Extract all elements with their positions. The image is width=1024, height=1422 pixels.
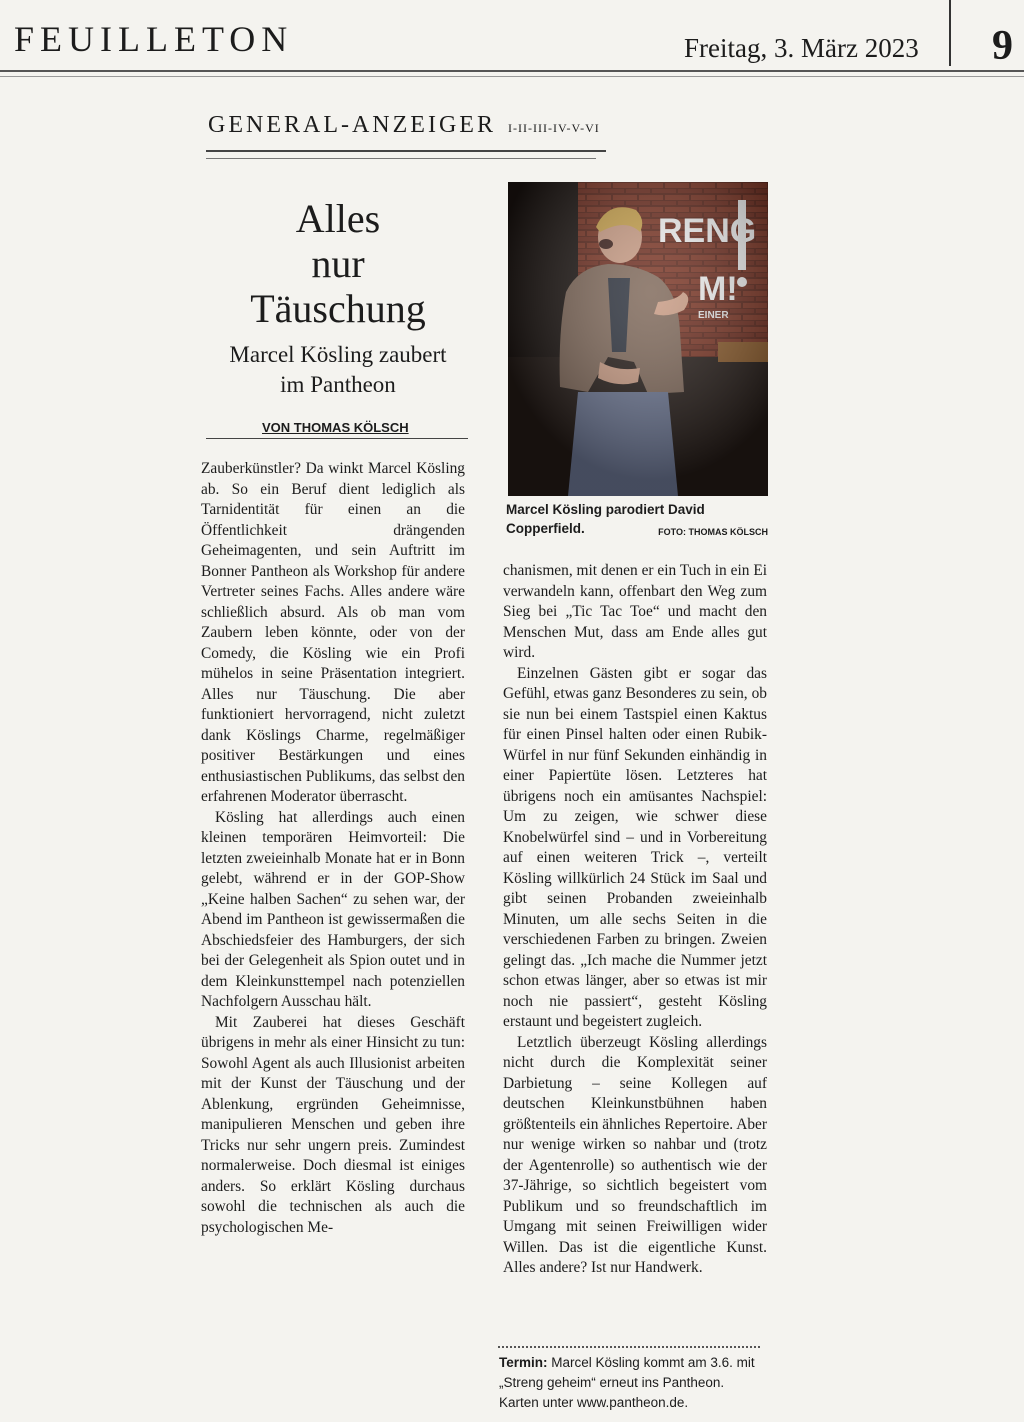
section-title: FEUILLETON: [14, 19, 294, 59]
article-column-2: [503, 561, 767, 1279]
header-divider: [949, 0, 951, 66]
event-info-text: Marcel Kösling kommt am 3.6. mit „Streng geheim“ erneut ins Pantheon. Karten unter www.pantheon.de.: [499, 1355, 755, 1410]
subheadline-line: Marcel Kösling zaubert: [229, 342, 447, 367]
byline-rule: [206, 438, 468, 439]
subheadline-line: im Pantheon: [280, 372, 396, 397]
paragraph: Einzelnen Gästen gibt er sogar das Gefühl, etwas ganz Besonderes zu sein, ob sie nun bei einem Tastspiel einen Kaktus für einen Pinsel halten oder einen Rubik-Würfel in nur fünf Sekunden einhändig in einer Papiertüte lösen. Letzteres hat übrigens noch ein amüsantes Nachspiel: Um zu zeigen, wie schwer diese Knobelwürfel sind – und in Vorbereitung auf einen weiteren Trick –, verteilt Kösling willkürlich 24 Stück im Saal und gibt seinen Probanden zweieinhalb Minuten, um alle sechs Seiten in die verschiedenen Farben zu bringen. Zweien gelingt das. „Ich mache die Nummer jetzt schon etwas länger, aber so etwas ist mir noch nie passiert“, gesteht Kösling erstaunt und begeistert zugleich.: [503, 664, 767, 1030]
headline-line: nur: [311, 241, 365, 286]
newspaper-name: GENERAL-ANZEIGER: [208, 112, 496, 138]
header-rule: [0, 70, 1024, 72]
byline: VON THOMAS KÖLSCH: [262, 420, 409, 435]
photo-caption: [506, 500, 768, 542]
subheadline: [206, 340, 470, 400]
headline-line: Alles: [295, 196, 381, 241]
event-info-label: Termin:: [499, 1355, 548, 1370]
headline: [206, 196, 470, 331]
headline-line: Täuschung: [250, 286, 426, 331]
paragraph: Letztlich überzeugt Kösling allerdings nicht durch die Komplexität seiner Darbietung – seine Kollegen auf deutschen Kleinkunstbühnen haben größtenteils ein ähnliches Repertoire. Aber nur wenige wirken so nahbar und (trotz der Agentenrolle) so authentisch wie der 37-Jährige, so sichtlich begeistert vom Publikum und so freundschaftlich im Umgang mit seinen Freiwilligen wider Willen. Das ist die eigentliche Kunst. Alles andere? Ist nur Handwerk.: [503, 1033, 767, 1276]
info-divider: [498, 1346, 760, 1348]
page-number: 9: [992, 23, 1013, 69]
paragraph: Mit Zauberei hat dieses Geschäft übrigens in mehr als einer Hinsicht zu tun: Sowohl Agent als auch Illusionist arbeiten mit der Kunst der Täuschung und der Ablenkung, ergründen Geheimnisse, manipulieren Menschen und geben ihre Tricks nur sehr ungern preis. Zumindest normalerweise. Doch diesmal ist einiges anders. So erklärt Kösling durchaus sowohl die technischen als auch die psychologischen Me-: [201, 1013, 465, 1236]
paragraph: Kösling hat allerdings auch einen kleinen temporären Heimvorteil: Die letzten zweieinhalb Monate hat er in Bonn gelebt, während er in der GOP-Show „Keine halben Sachen“ zu sehen war, der Abend im Pantheon ist gewissermaßen die Abschiedsfeier des Hamburgers, der sich bei der Gelegenheit als Spion outet und in dem Kleinkunsttempel nach potenziellen Nachfolgern Ausschau hält.: [201, 808, 465, 1010]
header-rule-thin: [0, 76, 1024, 77]
masthead-rule: [206, 150, 606, 152]
caption-text: Marcel Kösling parodiert David Copperfield.: [506, 502, 705, 536]
performer-photo: [508, 182, 768, 496]
issue-date: Freitag, 3. März 2023: [684, 33, 919, 63]
article-photo: [508, 182, 768, 496]
masthead-rule-thin: [206, 158, 596, 159]
paragraph: chanismen, mit denen er ein Tuch in ein Ei verwandeln kann, offenbart den Weg zum Sieg bei „Tic Tac Toe“ und macht den Menschen Mut, dass am Ende alles gut wird.: [503, 562, 767, 661]
article-column-1: [201, 459, 465, 1238]
edition-markers: I-II-III-IV-V-VI: [508, 121, 600, 135]
photo-credit: FOTO: THOMAS KÖLSCH: [658, 527, 768, 537]
event-info: [499, 1353, 761, 1413]
paragraph: Zauberkünstler? Da winkt Marcel Kösling ab. So ein Beruf dient lediglich als Tarnidentität für einen an die Öffentlichkeit drängenden Geheimagenten, und sein Auftritt im Bonner Pantheon als Workshop für andere Vertreter seines Fachs. Alles andere wäre schließlich absurd. Als ob man vom Zaubern leben könnte, oder von der Comedy, die Kösling wie ein Profi mühelos in seine Präsentation integriert. Alles nur Täuschung. Die aber funktioniert hervorragend, nicht zuletzt dank Köslings Charme, regelmäßiger positiver Bestärkungen und eines enthusiastischen Publikums, das selbst den erfahrenen Moderator überrascht.: [201, 460, 465, 805]
